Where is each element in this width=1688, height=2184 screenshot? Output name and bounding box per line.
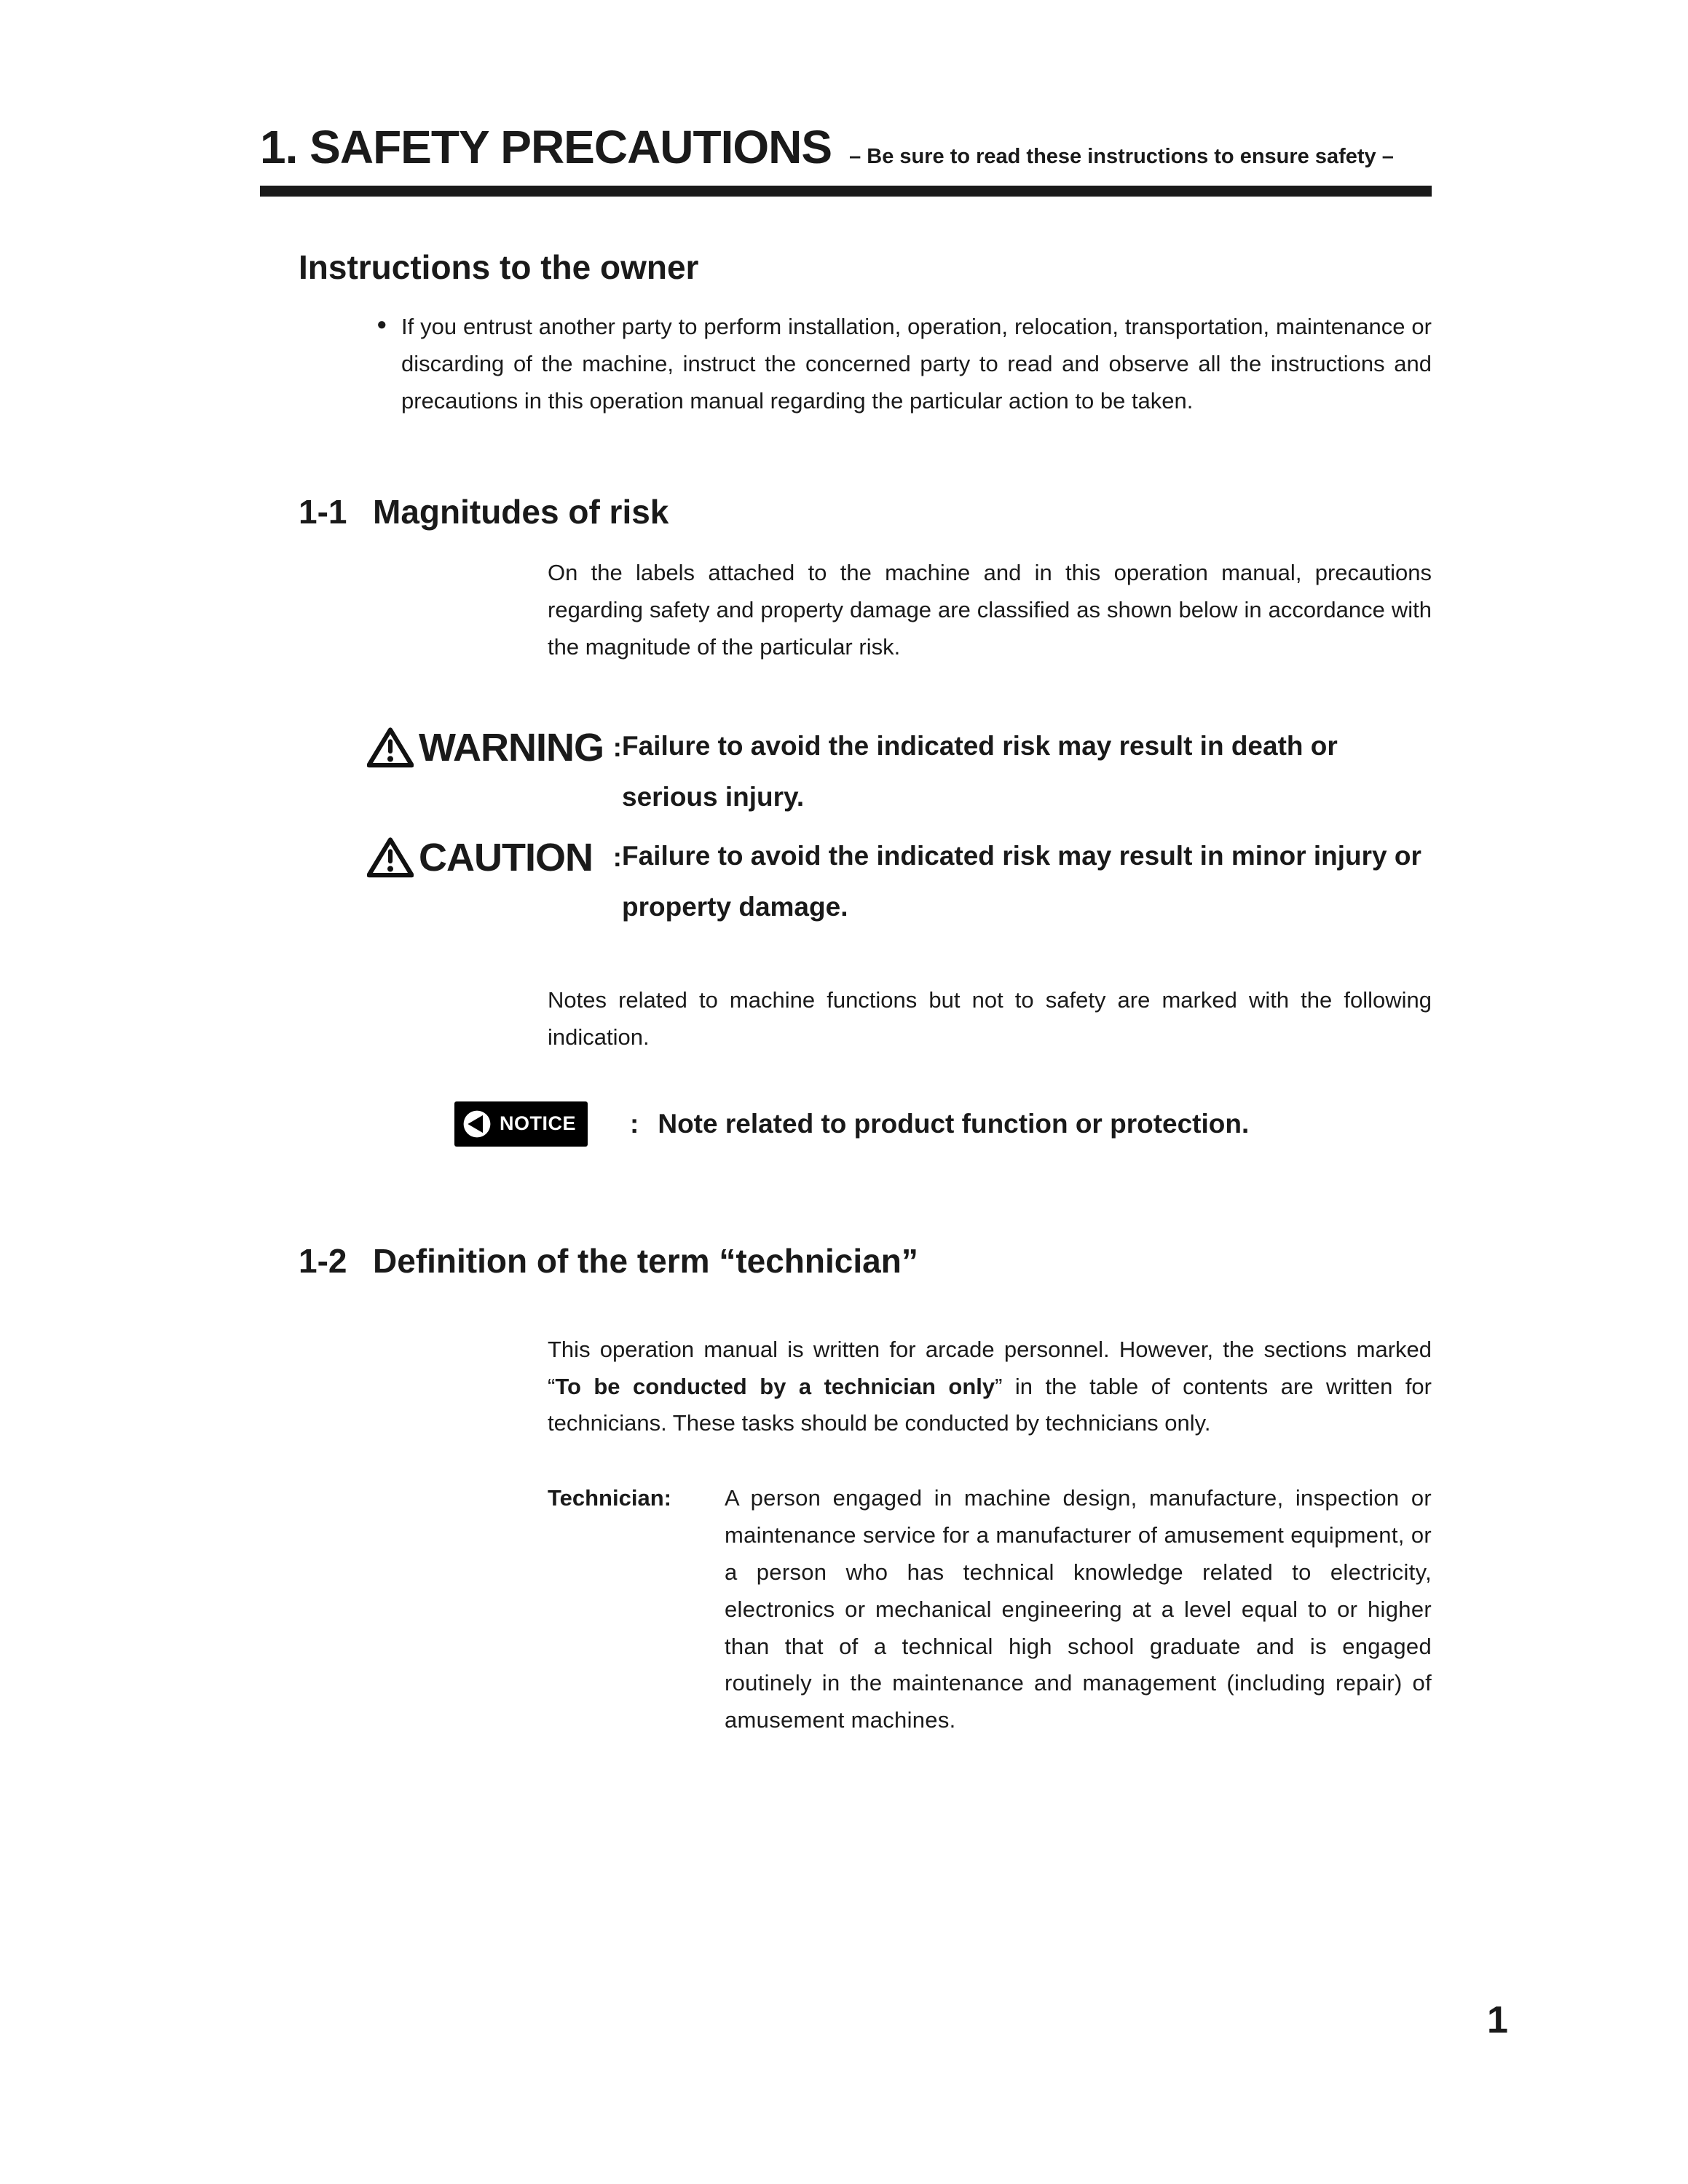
caution-label-main	[367, 835, 593, 880]
caution-word: CAUTION	[419, 835, 593, 879]
warning-row	[367, 721, 1432, 823]
warning-label	[367, 721, 622, 770]
owner-heading: Instructions to the owner	[299, 248, 699, 286]
risk-heading-text: Magnitudes of risk	[373, 493, 669, 531]
page-title-suffix: – Be sure to read these instructions to ensure safety –	[849, 145, 1394, 168]
notice-badge	[454, 1101, 588, 1147]
header-rule	[260, 186, 1432, 197]
notice-colon: :	[630, 1108, 639, 1139]
caution-label	[367, 831, 622, 880]
technician-definition	[548, 1480, 1432, 1739]
technician-intro-post: ” in the table of contents are written for technicians. These tasks should be conducted by technicians only.	[548, 1373, 1432, 1436]
warning-colon: :	[612, 732, 622, 762]
warning-triangle-icon	[367, 727, 414, 768]
warning-label-main	[367, 725, 604, 770]
risk-heading	[299, 492, 1432, 531]
caution-triangle-icon	[367, 836, 414, 878]
technician-text: A person engaged in machine design, manufacture, inspection or maintenance service for a manufacturer of amusement equipment, or a person who has technical knowledge related to electricity, electronics or mechanical engineering at a level equal to or higher than that of a technical high school graduate and is engaged routinely in the maintenance and management (including repair) of amusement machines.	[725, 1485, 1432, 1733]
technician-intro-pre: This operation manual is written for arcade personnel. However, the sections marked “	[548, 1336, 1432, 1399]
technician-heading-number: 1-2	[299, 1241, 347, 1280]
technician-intro-bold: To be conducted by a technician only	[555, 1373, 995, 1399]
technician-heading	[299, 1241, 1432, 1281]
notice-word: NOTICE	[500, 1112, 577, 1135]
bullet-icon: ●	[376, 314, 387, 334]
warning-text: Failure to avoid the indicated risk may result in death or serious injury.	[622, 730, 1338, 812]
risk-heading-number: 1-1	[299, 493, 347, 531]
risk-intro-text: On the labels attached to the machine and in this operation manual, precautions regarding safety and property damage are classified as shown below in accordance with the magnitude of the particular risk.	[548, 560, 1432, 660]
page-title: 1. SAFETY PRECAUTIONS	[260, 121, 832, 173]
notice-row	[454, 1101, 1432, 1147]
warning-word: WARNING	[419, 725, 604, 769]
technician-intro	[548, 1332, 1432, 1442]
notice-text: Note related to product function or protection.	[658, 1108, 1250, 1139]
page-content	[260, 120, 1432, 1739]
caution-colon: :	[612, 842, 622, 872]
technician-label: Technician:	[548, 1485, 671, 1511]
owner-bullet-text: If you entrust another party to perform installation, operation, relocation, transportation, maintenance or discarding of the machine, instruct the concerned party to read and observe all the instructions and precautions in this operation manual regarding the particular action to be taken.	[401, 314, 1432, 414]
caution-text: Failure to avoid the indicated risk may result in minor injury or property damage.	[622, 840, 1421, 922]
notes-intro-text: Notes related to machine functions but not to safety are marked with the following indication.	[548, 987, 1432, 1050]
caution-row	[367, 831, 1432, 933]
notice-arrow-icon	[460, 1107, 494, 1141]
page-number: 1	[1487, 1999, 1508, 2041]
owner-bullet-item	[376, 309, 1432, 419]
page-header	[260, 120, 1432, 174]
technician-heading-text: Definition of the term “technician”	[373, 1241, 918, 1280]
